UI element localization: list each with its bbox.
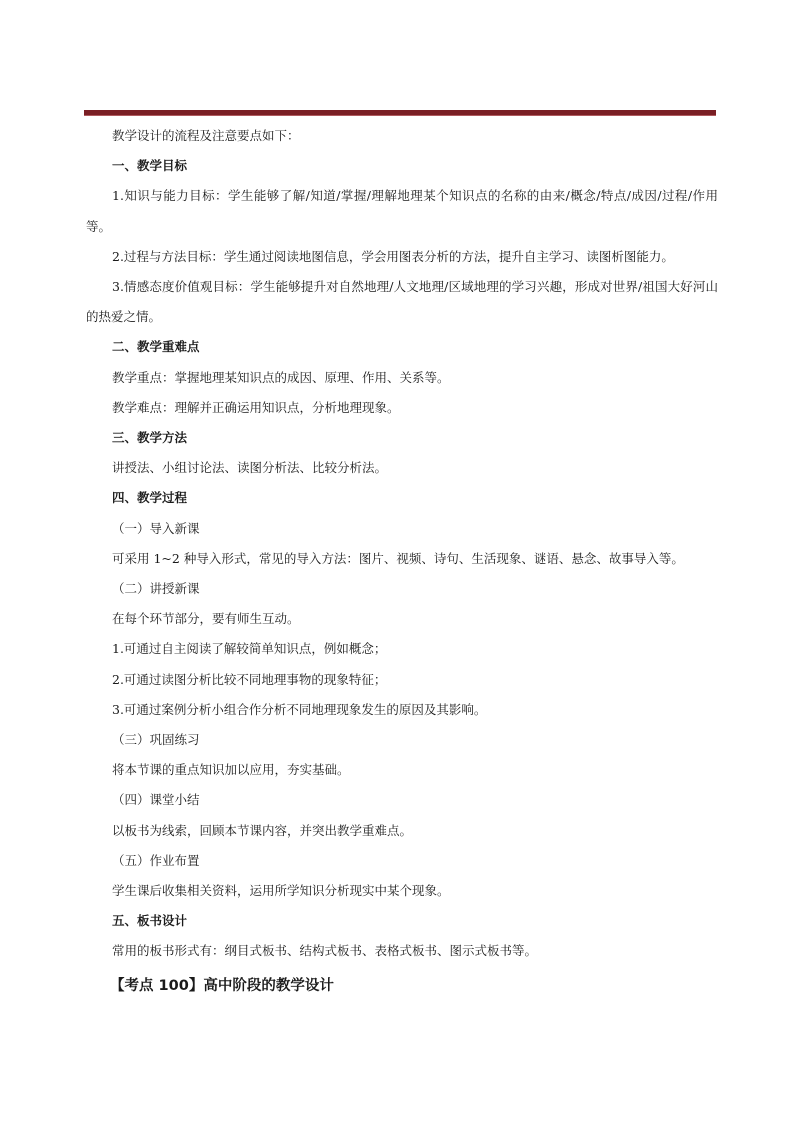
kaodian-title: 【考点 100】高中阶段的教学设计 bbox=[110, 978, 334, 994]
board-text: 常用的板书形式有：纲目式板书、结构式板书、表格式板书、图示式板书等。 bbox=[112, 943, 538, 959]
homework-text: 学生课后收集相关资料，运用所学知识分析现实中某个现象。 bbox=[112, 883, 450, 899]
document-body bbox=[86, 121, 718, 967]
header-rule bbox=[84, 110, 716, 116]
objective-process: 2.过程与方法目标：学生通过阅读地图信息，学会用图表分析的方法，提升自主学习、读图析图能力。 bbox=[112, 248, 674, 264]
sub-heading-summary: （四）课堂小结 bbox=[112, 792, 200, 808]
teach-text: 在每个环节部分，要有师生互动。 bbox=[112, 611, 300, 627]
objective-knowledge: 1.知识与能力目标：学生能够了解/知道/掌握/理解地理某个知识点的名称的由来/概念/特点/成因/过程/作用等。 bbox=[86, 188, 718, 234]
intro-text: 教学设计的流程及注意要点如下： bbox=[112, 128, 300, 143]
objective-attitude: 3.情感态度价值观目标：学生能够提升对自然地理/人文地理/区域地理的学习兴趣，形成对世界/祖国大好河山的热爱之情。 bbox=[86, 279, 718, 325]
section-heading-methods: 三、教学方法 bbox=[112, 430, 188, 446]
teach-item-3: 3.可通过案例分析小组合作分析不同地理现象发生的原因及其影响。 bbox=[112, 701, 487, 717]
sub-heading-teach: （二）讲授新课 bbox=[112, 581, 200, 597]
difficult-point-text: 教学难点：理解并正确运用知识点，分析地理现象。 bbox=[112, 399, 400, 415]
section-heading-key-points: 二、教学重难点 bbox=[112, 339, 200, 355]
section-heading-process: 四、教学过程 bbox=[112, 490, 188, 506]
section-heading-board: 五、板书设计 bbox=[112, 913, 188, 929]
practice-text: 将本节课的重点知识加以应用，夯实基础。 bbox=[112, 762, 350, 778]
key-point-text: 教学重点：掌握地理某知识点的成因、原理、作用、关系等。 bbox=[112, 369, 450, 385]
sub-heading-homework: （五）作业布置 bbox=[112, 852, 200, 868]
sub-heading-intro: （一）导入新课 bbox=[112, 520, 200, 536]
section-heading-objectives: 一、教学目标 bbox=[112, 158, 188, 174]
teach-item-2: 2.可通过读图分析比较不同地理事物的现象特征； bbox=[112, 671, 387, 687]
teach-item-1: 1.可通过自主阅读了解较简单知识点，例如概念； bbox=[112, 641, 387, 657]
intro-methods-text: 可采用 1~2 种导入形式，常见的导入方法：图片、视频、诗句、生活现象、谜语、悬念、故事导入等。 bbox=[112, 550, 684, 566]
summary-text: 以板书为线索，回顾本节课内容，并突出教学重难点。 bbox=[112, 822, 413, 838]
methods-text: 讲授法、小组讨论法、读图分析法、比较分析法。 bbox=[112, 460, 388, 476]
sub-heading-practice: （三）巩固练习 bbox=[112, 732, 200, 748]
